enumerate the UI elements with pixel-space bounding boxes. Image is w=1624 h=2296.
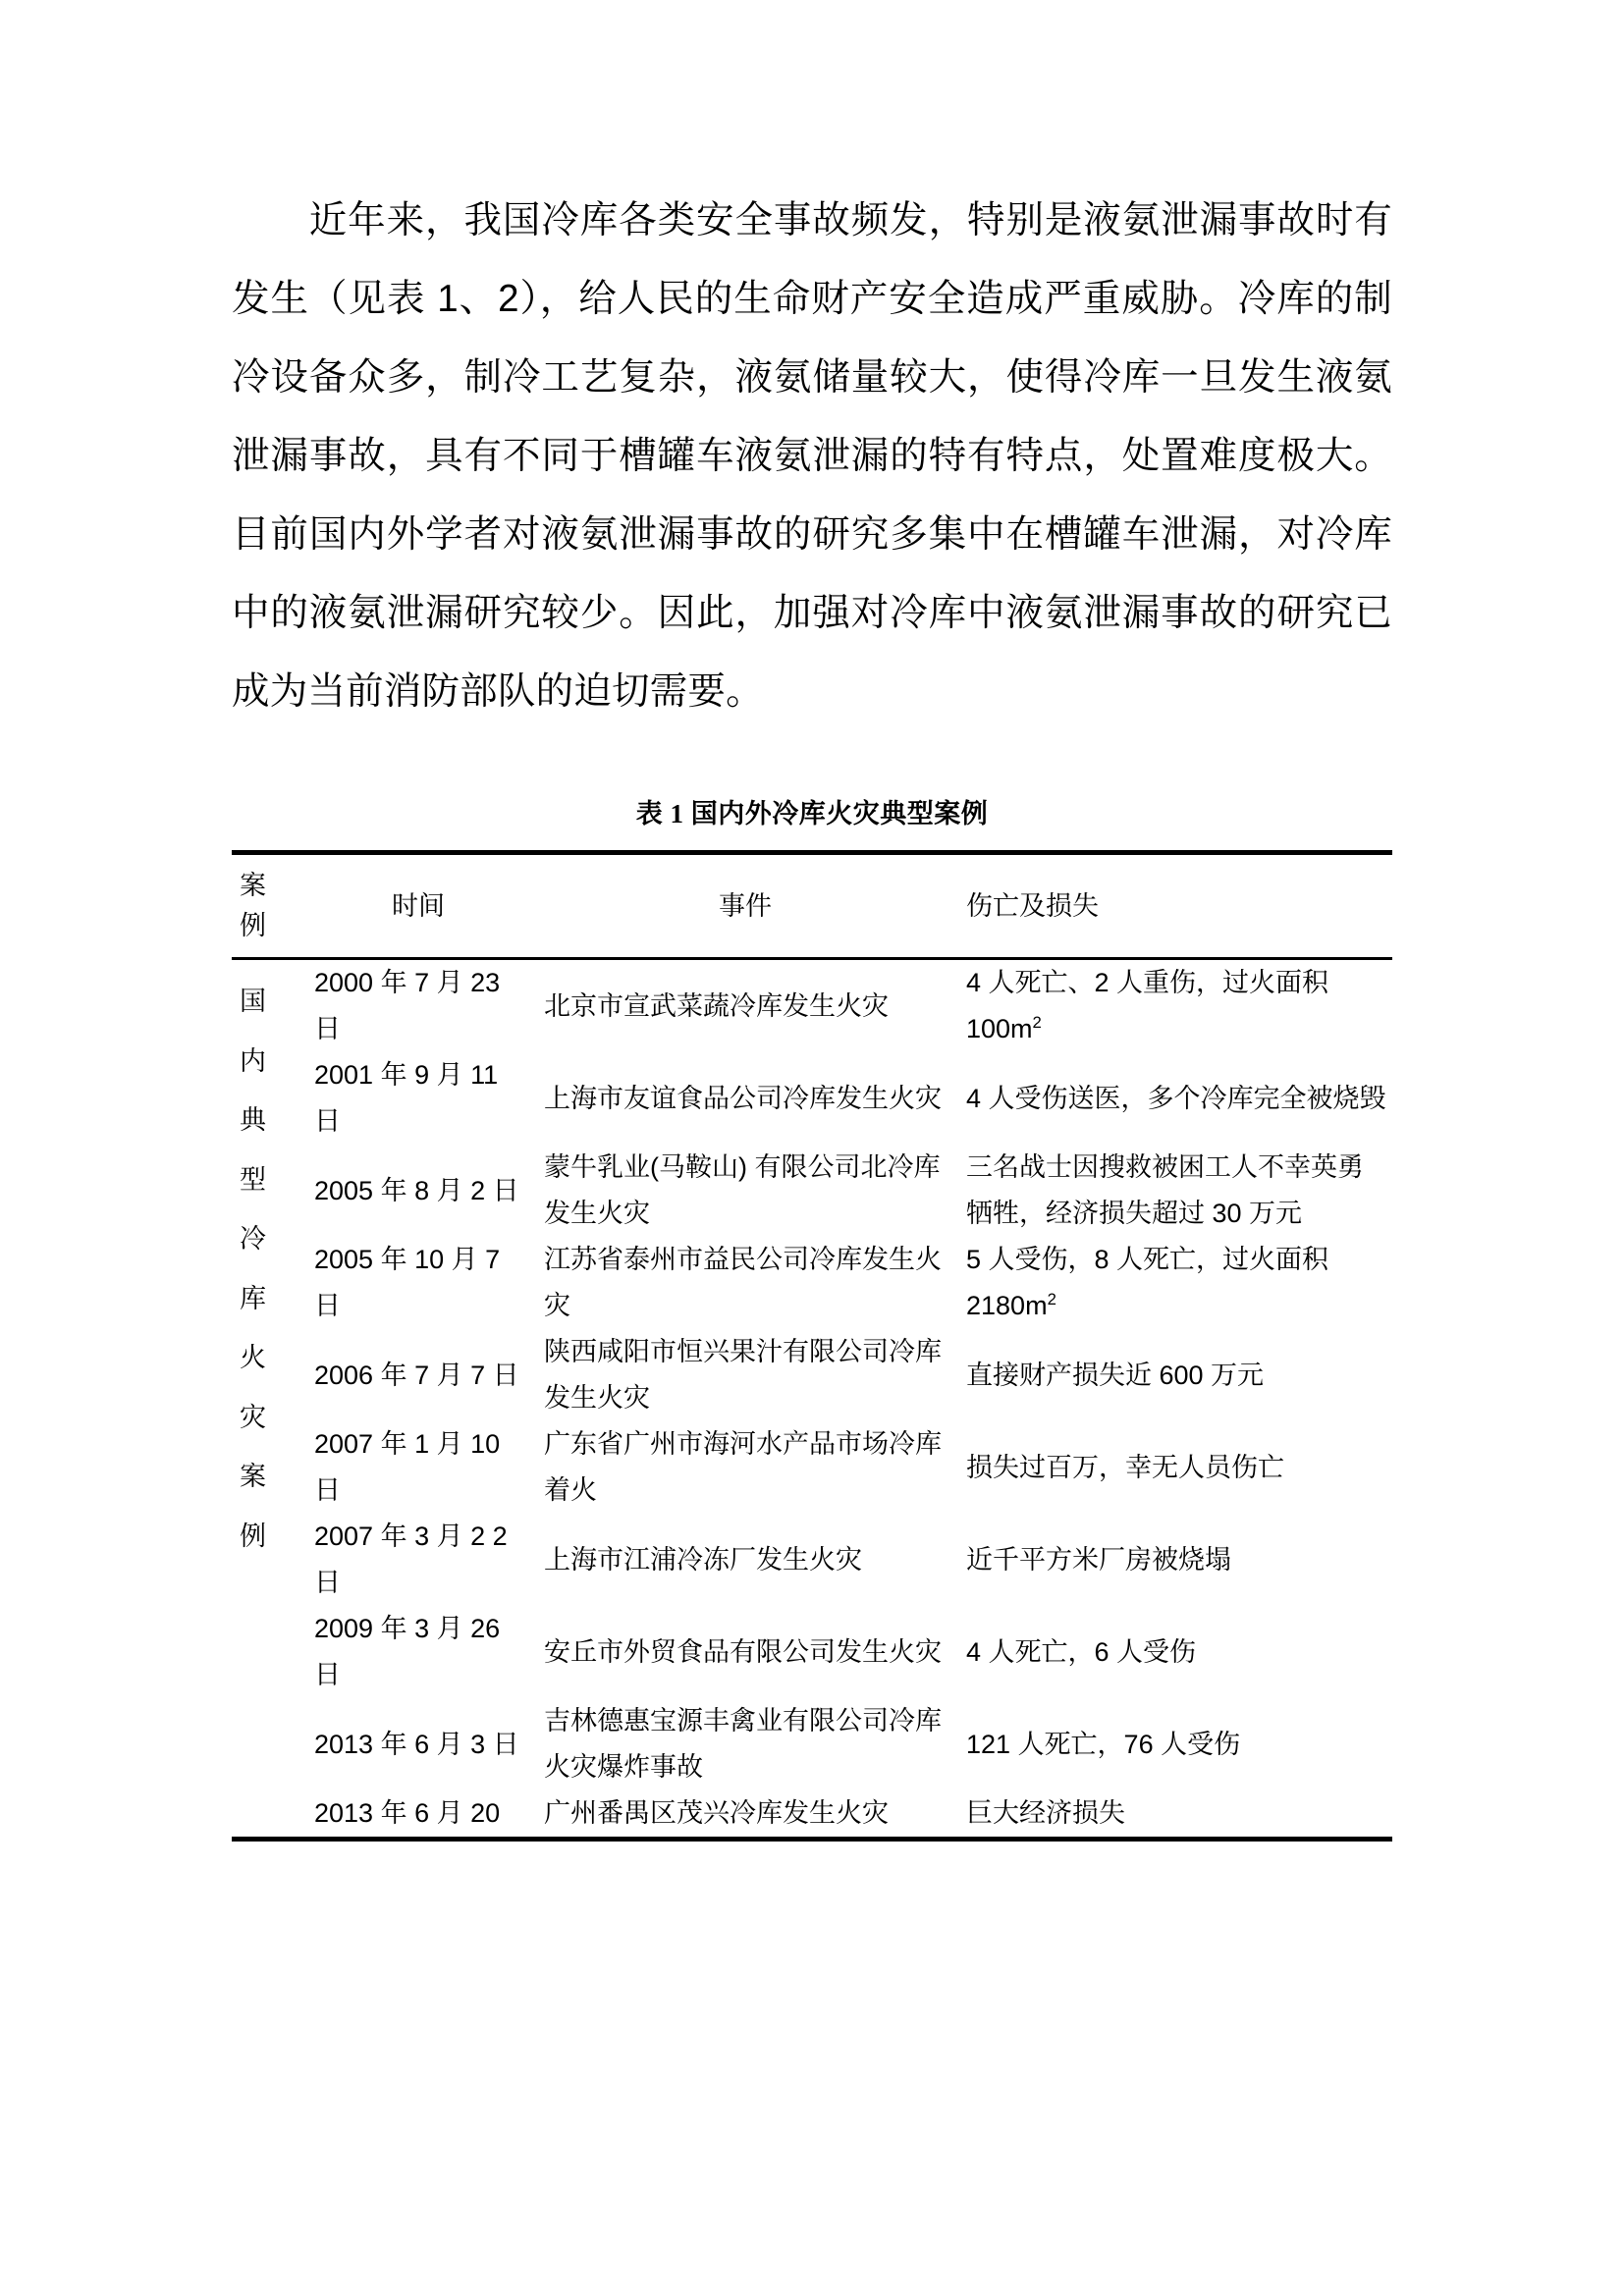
cell-loss: 4 人死亡，6 人受伤	[966, 1636, 1197, 1667]
table-row	[232, 959, 1392, 1053]
category-char-5: 库	[240, 1283, 266, 1313]
header-category	[232, 853, 302, 959]
cell-event: 蒙牛乳业(马鞍山) 有限公司北冷库发生火灾	[544, 1152, 941, 1228]
cold-storage-fire-case-table	[232, 850, 1392, 1842]
cell-event: 江苏省泰州市益民公司冷库发生火灾	[544, 1245, 942, 1320]
cell-time: 2013 年 6 月 20	[314, 1798, 501, 1828]
category-char-9: 例	[240, 1521, 266, 1551]
category-char-3: 型	[240, 1164, 266, 1195]
cell-event: 上海市江浦冷冻厂发生火灾	[544, 1544, 862, 1575]
cell-time: 2007 年 1 月 10 日	[314, 1429, 501, 1505]
cell-time: 2006 年 7 月 7 日	[314, 1360, 519, 1390]
header-event: 事件	[719, 891, 772, 921]
category-vertical-label	[232, 959, 302, 1840]
header-time: 时间	[392, 891, 445, 921]
cell-loss: 直接财产损失近 600 万元	[966, 1360, 1265, 1390]
cell-loss: 4 人死亡、2 人重伤，过火面积 $100m^2$	[966, 968, 1329, 1043]
table-body	[232, 959, 1392, 1840]
cell-loss: 5 人受伤，8 人死亡，过火面积 $2180m^2$	[966, 1245, 1329, 1320]
cell-loss: 损失过百万，幸无人员伤亡	[966, 1452, 1284, 1482]
cell-time: 2005 年 10 月 7 日	[314, 1245, 501, 1320]
cell-time: 2001 年 9 月 11 日	[314, 1060, 499, 1136]
category-char-6: 火	[240, 1343, 266, 1372]
table-row	[232, 1237, 1392, 1329]
table-caption: 表 1 国内外冷库火灾典型案例	[635, 799, 989, 828]
cell-time: 2005 年 8 月 2 日	[314, 1175, 519, 1205]
category-char-8: 案	[240, 1462, 266, 1491]
table-row	[232, 1790, 1392, 1840]
body-paragraph	[232, 182, 1392, 731]
category-char-7: 灾	[240, 1402, 266, 1432]
table-row	[232, 1145, 1392, 1237]
table-header-row	[232, 853, 1392, 959]
cell-event: 陕西咸阳市恒兴果汁有限公司冷库发生火灾	[544, 1337, 942, 1413]
paragraph-text: 近年来，我国冷库各类安全事故频发，特别是液氨泄漏事故时有发生（见表 1、2），给人民的生命财产安全造成严重威胁。冷库的制冷设备众多，制冷工艺复杂，液氨储量较大，使得冷库一旦发生液氨泄漏事故，具有不同于槽罐车液氨泄漏的特有特点，处置难度极大。目前国内外学者对液氨泄漏事故的研究多集中在槽罐车泄漏，对冷库中的液氨泄漏研究较少。因此，加强对冷库中液氨泄漏事故的研究已成为当前消防部队的迫切需要。	[232, 199, 1392, 713]
table-row	[232, 1606, 1392, 1698]
header-loss: 伤亡及损失	[966, 891, 1099, 921]
cell-time: 2009 年 3 月 26 日	[314, 1614, 501, 1689]
table-row	[232, 1052, 1392, 1145]
cell-event: 广东省广州市海河水产品市场冷库着火	[544, 1429, 942, 1505]
cell-event: 吉林德惠宝源丰禽业有限公司冷库火灾爆炸事故	[544, 1706, 942, 1782]
cell-loss: 近千平方米厂房被烧塌	[966, 1544, 1231, 1575]
cell-event: 上海市友谊食品公司冷库发生火灾	[544, 1083, 942, 1113]
cell-event: 广州番禺区茂兴冷库发生火灾	[544, 1798, 889, 1828]
cell-time: 2000 年 7 月 23 日	[314, 968, 501, 1043]
page-content	[232, 182, 1392, 1842]
table-row	[232, 1329, 1392, 1421]
cell-loss: 121 人死亡，76 人受伤	[966, 1729, 1241, 1759]
table-row	[232, 1514, 1392, 1606]
cell-loss: 4 人受伤送医，多个冷库完全被烧毁	[966, 1083, 1386, 1113]
table-row	[232, 1421, 1392, 1514]
table-row	[232, 1698, 1392, 1790]
category-char-2: 典	[240, 1105, 266, 1135]
header-category-char-2: 例	[240, 911, 266, 940]
cell-event: 北京市宣武菜蔬冷库发生火灾	[544, 990, 889, 1021]
cell-time: 2013 年 6 月 3 日	[314, 1729, 519, 1759]
category-char-4: 冷	[240, 1224, 266, 1254]
cell-loss: 三名战士因搜救被困工人不幸英勇牺牲，经济损失超过 30 万元	[966, 1152, 1364, 1228]
table-header	[232, 853, 1392, 959]
cell-event: 安丘市外贸食品有限公司发生火灾	[544, 1636, 942, 1667]
cell-time: 2007 年 3 月 2 2 日	[314, 1522, 508, 1597]
category-char-1: 内	[240, 1045, 266, 1076]
header-category-char-1: 案	[240, 871, 266, 900]
cell-loss: 巨大经济损失	[966, 1798, 1125, 1828]
category-char-0: 国	[240, 987, 266, 1016]
